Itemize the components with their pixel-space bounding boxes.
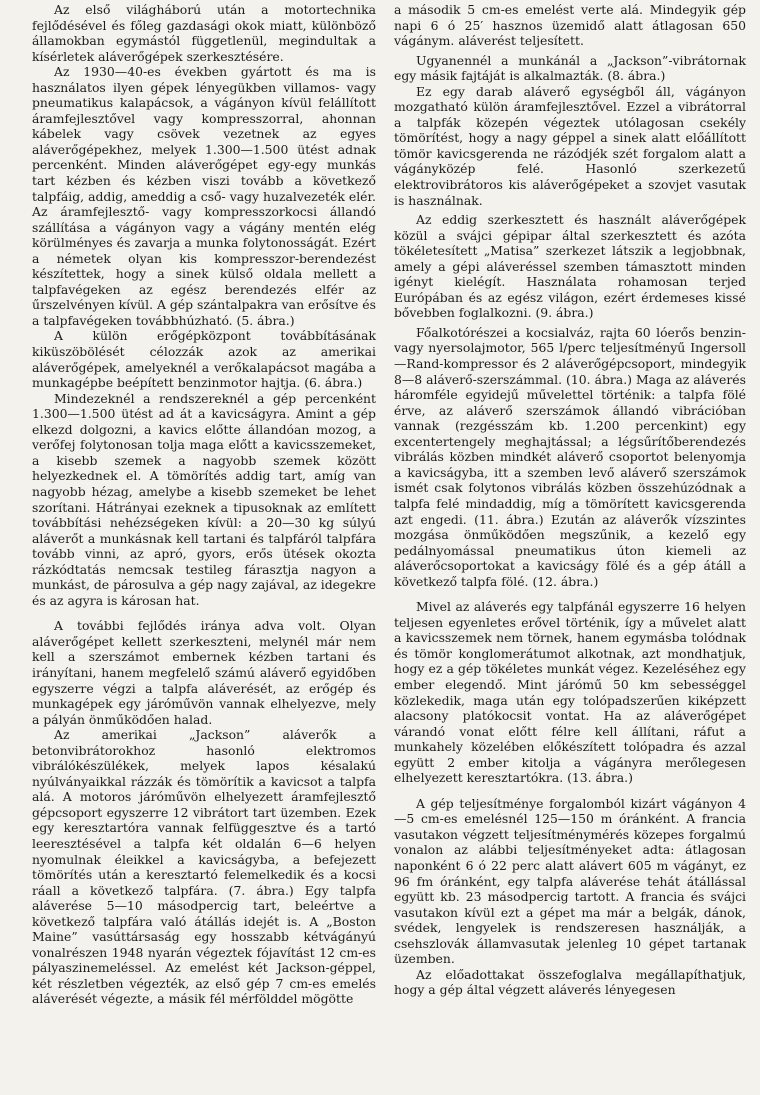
left-column — [32, 2, 376, 1007]
right-column — [394, 2, 746, 998]
paragraph: Ez egy darab aláverő egységből áll, vágányon mozgatható külön áramfejlesztővel. Ezzel a vibrátorral a talpfák közepén végeztek utólagosan csekély tömörítést, hogy a nagy géppel a sinek alatt előállított tömör kavicsgerenda ne rázódjék szét forgalom alatt a vágányközép felé. Hasonló szerkezetű elektrovibrátoros kis aláverőgépeket a szovjet vasutak is használnak. — [394, 83, 746, 208]
paragraph: a második 5 cm-es emelést verte alá. Mindegyik gép napi 6 ó 25′ hasznos üzemidő alatt átlagosan 650 vágánym. aláverést teljesített. — [394, 2, 746, 49]
paragraph: Az első világháború után a motortechnika fejlődésével és főleg gazdasági okok miatt, különböző államokban egymástól függetlenül, megindultak a kísérletek aláverőgépek szerkesztésére. — [32, 2, 376, 64]
paragraph: Az amerikai „Jackson” aláverők a betonvibrátorokhoz hasonló elektromos vibrálókészülékek, melyek lapos késalakú nyúlványaikkal rázzák és tömörítik a kavicsot a talpfa alá. A motoros járóművön elhelyezett áramfejlesztő gépcsoport egyszerre 12 vibrátort tart üzemben. Ezek egy keresztartóra vannak felfüggesztve és a tartó leeresztésével a talpfa két oldalán 6—6 helyen nyomulnak éleikkel a kavicságyba, a befejezett tömörítés után a keresztartó felemelkedik és a kocsi ráall a következő talpfára. (7. ábra.) Egy talpfa aláverése 5—10 másodpercig tart, beleértve a következő talpfára való átállás idejét is. A „Boston Maine” vasúttársaság egy hosszabb kétvágányú vonalrészen 1948 nyarán végeztek fójavítást 12 cm-es pályaszinemeléssel. Az emelést két Jackson-géppel, két részletben végezték, az első gép 7 cm-es emelés aláverését végezte, a másik fél mérfölddel mögötte — [32, 727, 376, 1007]
paragraph: Mindezeknél a rendszereknél a gép percenként 1.300—1.500 ütést ad át a kavicságyra. Amint a gép elkezd dolgozni, a kavics előtte állandóan mozog, a verőfej folytonosan tolja maga előtt a kavicsszemeket, a kisebb szemek a nagyobb szemek között helyezkednek el. A tömörítés addig tart, amíg van nagyobb hézag, amelybe a kisebb szemeket be lehet szorítani. Hátrányai ezeknek a tipusoknak az említett továbbítási nehézségeken kívül: a 20—30 kg súlyú aláverőt a munkásnak kell tartani és talpfáról talpfára tovább vinni, az apró, gyors, erős ütések okozta rázkódtatás nemcsak testileg fárasztja nagyon a munkást, de párosulva a gép nagy zajával, az idegekre és az agyra is károsan hat. — [32, 390, 376, 608]
paragraph: A külön erőgépközpont továbbításának kiküszöbölését célozzák azok az amerikai aláverőgépek, amelyeknél a verőkalapácsot magába a munkagépbe beépített benzinmotor hajtja. (6. ábra.) — [32, 328, 376, 391]
paragraph: A további fejlődés iránya adva volt. Olyan aláverőgépet kellett szerkeszteni, melynél már nem kell a szerszámot embernek kézben tartani és irányítani, hanem megfelelő számú aláverő egyidőben egyszerre végzi a talpfa aláverését, az erőgép és munkagépek egy járóművön vannak elhelyezve, mely a pályán önműködően halad. — [32, 618, 376, 727]
paragraph: Az 1930—40-es években gyártott és ma is használatos ilyen gépek lényegükben villamos- vagy pneumatikus kalapácsok, a vágányon kívül felállított áramfejlesztővel vagy kompresszorral, ahonnan kábelek vagy csövek vezetnek az egyes aláverőgépekhez, melyek 1.300—1.500 ütést adnak percenként. Minden aláverőgépet egy-egy munkás tart kézben és kézben viszi tovább a következő talpfáig, addig, ameddig a cső- vagy huzalvezeték elér. Az áramfejlesztő- vagy kompresszorkocsi állandó szállítása a vágányon vagy a vágány mentén elég körülményes és zavarja a munka folytonosságát. Ezért a németek olyan kis kompresszor-berendezést készítettek, hogy a sinek külső oldala mellett a talpfavégeken az egész berendezés elfér az űrszelvényen kívül. A gép szántalpakra van erősítve és a talpfavégeken továbbhúzható. (5. ábra.) — [32, 64, 376, 328]
paragraph: Az előadottakat összefoglalva megállapíthatjuk, hogy a gép által végzett aláverés lényegesen — [394, 966, 746, 998]
paragraph: Az eddig szerkesztett és használt aláverőgépek közül a svájci gépipar által szerkesztett és azóta tökéletesített „Matisa” szerkezet látszik a legjobbnak, amely a gépi aláveréssel szemben támasztott minden igényt kielégít. Használata rohamosan terjed Európában és az egész világon, ezért érdemeses kissé bővebben foglalkozni. (9. ábra.) — [394, 212, 746, 321]
paragraph: A gép teljesítménye forgalomból kizárt vágányon 4—5 cm-es emelésnél 125—150 m óránként. A francia vasutakon végzett teljesítménymérés közepes forgalmú vonalon az alábbi teljesítményeket adta: átlagosan naponként 6 ó 22 perc alatt alávert 605 m vágányt, ez 96 fm óránként, egy talpfa aláverése tehát átállással együtt kb. 23 másodpercig tartott. A francia és svájci vasutakon kívül ezt a gépet ma már a belgák, dánok, svédek, lengyelek is rendszeresen használják, a csehszlovák államvasutak jelenleg 10 gépet tartanak üzemben. — [394, 795, 746, 967]
paragraph: Ugyanennél a munkánál a „Jackson”-vibrátornak egy másik fajtáját is alkalmazták. (8. ábra.) — [394, 52, 746, 84]
paragraph: Főalkotórészei a kocsialváz, rajta 60 lóerős benzin- vagy nyersolajmotor, 565 l/perc teljesítményű Ingersoll—Rand-kompressor és 2 aláverőgépcsoport, mindegyik 8—8 aláverő-szerszámmal. (10. ábra.) Maga az aláverés háromféle egyidejű művelettel történik: a talpfa fölé érve, az aláverő szerszámok állandó vibrációban vannak (rezgésszám kb. 1.200 percenkint) egy excentertengely meghajtással; a légsűrítőberendezés vibrálás közben mindkét aláverő csoportot belenyomja a kavicságyba, itt a szemben levő aláverő szerszámok ismét csak folytonos vibrálás közben összehúzódnak a talpfa felé mindaddig, míg a tömörített kavicsgerenda azt engedi. (11. ábra.) Ezután az aláverők vízszintes mozgása önműködően megszűnik, a kezelő egy pedálnyomással pneumatikus úton kiemeli az aláverőcsoportokat a kavicságy fölé és a gép átáll a következő talpfa fölé. (12. ábra.) — [394, 324, 746, 589]
paragraph: Mivel az aláverés egy talpfánál egyszerre 16 helyen teljesen egyenletes erővel történik, így a művelet alatt a kavicsszemek nem törnek, hanem egymásba tolódnak és tömör konglomerátumot alkotnak, azt mondhatjuk, hogy ez a gép tökéletes munkát végez. Kezeléséhez egy ember elegendő. Mint járómű 50 km sebességgel közlekedik, maga után egy tolópadszerűen kiképzett alacsony platókocsit vontat. Ha az aláverőgépet várandó vonat előtt félre kell állítani, ráfut a munkahely közelében előkészített tolópadra és azzal együtt 2 ember kitolja a vágányra merőlegesen elhelyezett keresztartókra. (13. ábra.) — [394, 599, 746, 786]
